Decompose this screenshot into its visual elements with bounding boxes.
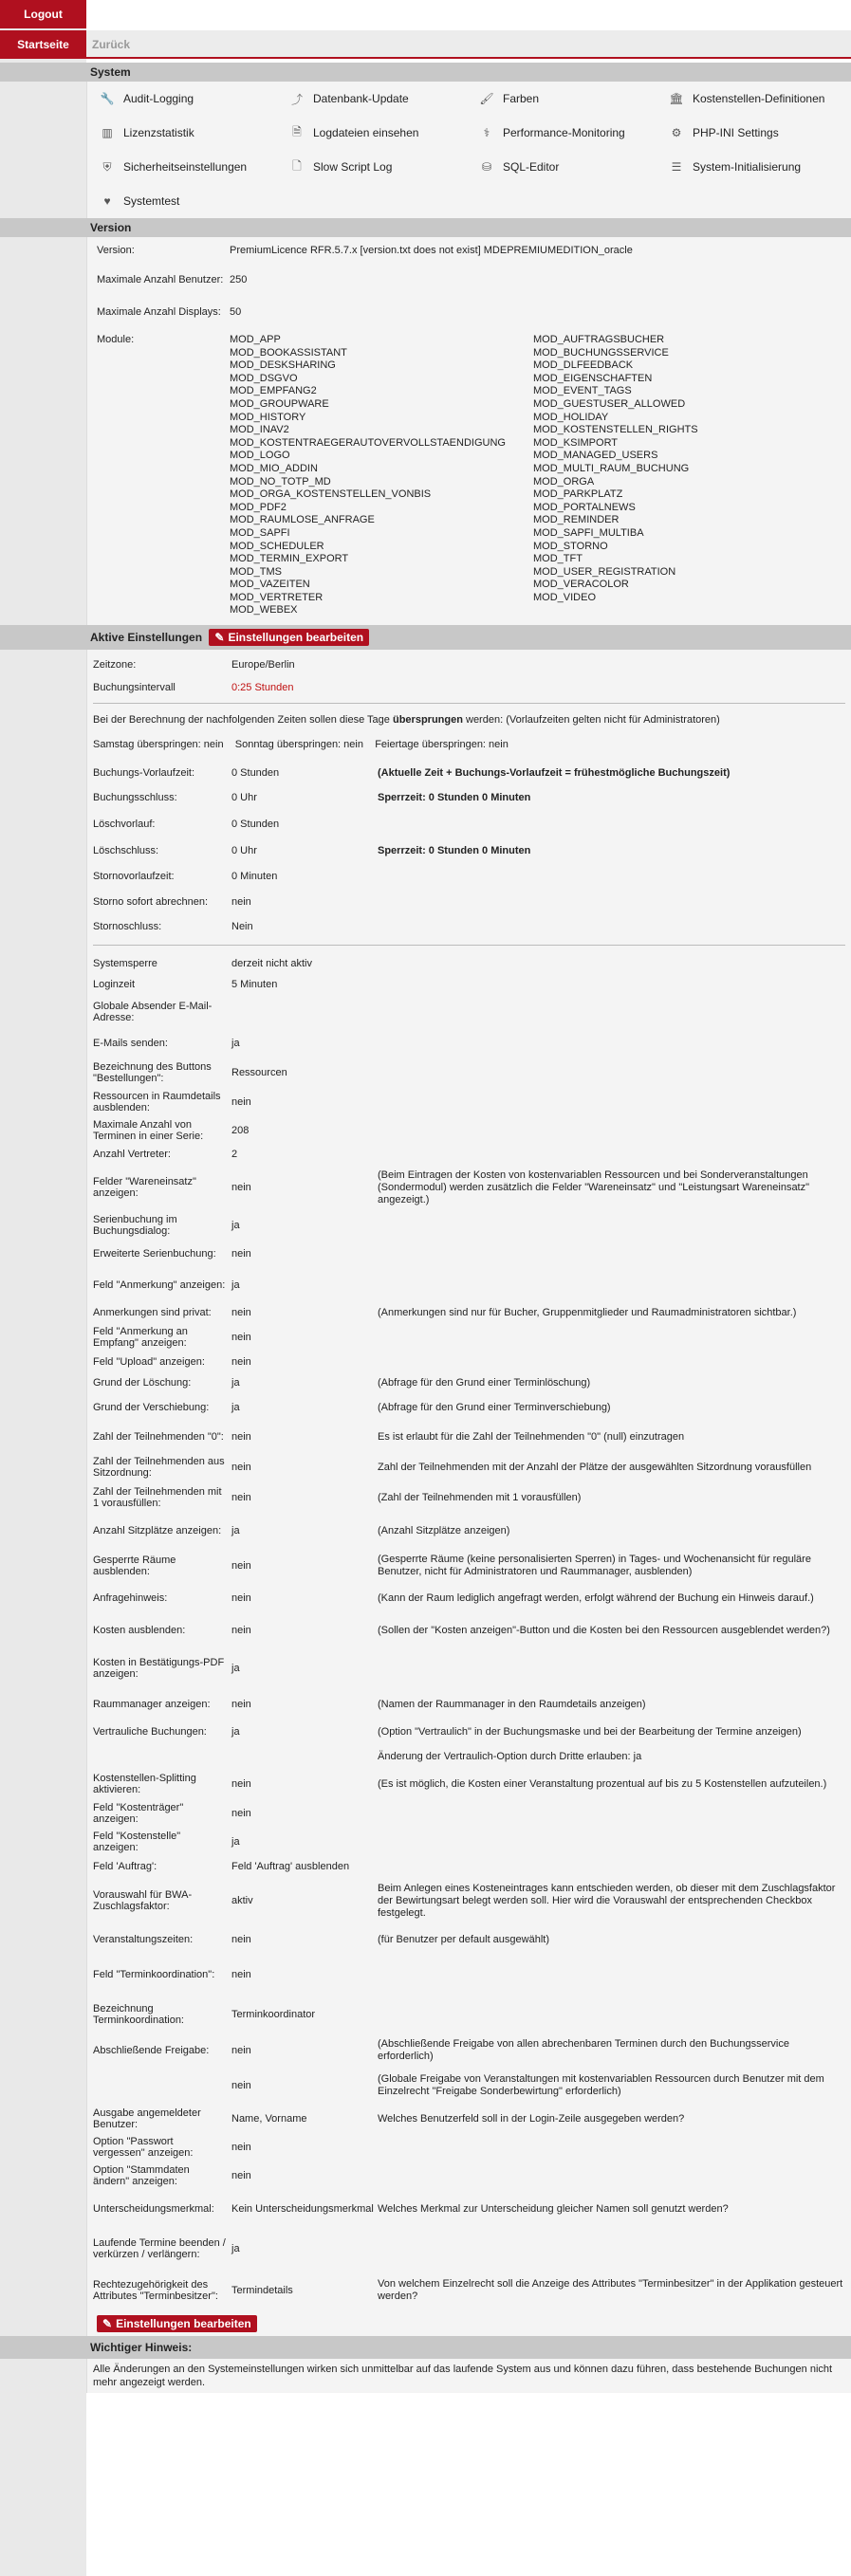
settings-row (93, 2067, 845, 2105)
system-link[interactable] (283, 150, 472, 184)
settings-row (93, 974, 845, 995)
back-link[interactable]: Zurück (92, 38, 131, 51)
module-item: MOD_RAUMLOSE_ANFRAGE (230, 514, 375, 526)
setting-value: Terminkoordinator (231, 2009, 316, 2021)
settings-row (93, 1689, 845, 1720)
setting-label: Buchungsschluss: (93, 792, 177, 804)
setting-note: Zahl der Teilnehmenden mit der Anzahl der Plätze der ausgewählten Sitzordnung vorausfüllen (378, 1461, 812, 1473)
max-displays-value: 50 (230, 306, 242, 318)
settings-row (93, 1828, 845, 1856)
settings-row (93, 2270, 845, 2311)
system-link-label: Farben (503, 92, 540, 105)
setting-value: nein (231, 1182, 251, 1194)
system-link-label: Slow Script Log (313, 160, 393, 174)
setting-note: Von welchem Einzelrecht soll die Anzeige des Attributes "Terminbesitzer" in der Applikation gesteuert werden? (378, 2278, 843, 2303)
setting-value: nein (231, 2045, 251, 2057)
general-settings-group (93, 953, 845, 2311)
setting-value: nein (231, 1625, 251, 1637)
module-item: MOD_EMPFANG2 (230, 385, 317, 397)
setting-note: (Aktuelle Zeit + Buchungs-Vorlaufzeit = frühestmögliche Buchungszeit) (378, 767, 731, 780)
divider (93, 945, 845, 946)
setting-label: Löschschluss: (93, 845, 159, 857)
interval-value: 0:25 Stunden (231, 682, 294, 694)
module-item: MOD_KOSTENTRAEGERAUTOVERVOLLSTAENDIGUNG (230, 436, 506, 449)
setting-value: nein (231, 1462, 251, 1474)
setting-label: Bezeichnung Terminkoordination: (93, 2003, 184, 2027)
setting-value: nein (231, 1356, 251, 1369)
settings-row (93, 1240, 845, 1268)
setting-value: Feld 'Auftrag' ausblenden (231, 1861, 350, 1873)
module-item: MOD_APP (230, 334, 281, 345)
setting-label: Rechtezugehörigkeit des Attributes "Terminbesitzer": (93, 2279, 218, 2303)
setting-value: 0 Minuten (231, 871, 278, 883)
setting-label: Ausgabe angemeldeter Benutzer: (93, 2107, 201, 2131)
module-item: MOD_MANAGED_USERS (533, 450, 658, 462)
module-item: MOD_PORTALNEWS (533, 501, 636, 513)
setting-note: (Beim Eintragen der Kosten von kostenvariablen Ressourcen und bei Sonderveranstaltungen (Sondermodul) werden zusätzlich die Felder "Wareneinsatz" und "Leistungsart Wareneinsatz" angezeigt.) (378, 1168, 810, 1205)
module-item: MOD_TFT (533, 553, 583, 565)
setting-note: (Abfrage für den Grund einer Terminlöschung) (378, 1376, 591, 1389)
module-item: MOD_HOLIDAY (533, 411, 609, 423)
heartbeat-icon: ♥ (103, 194, 111, 208)
setting-note: (Es ist möglich, die Kosten einer Veranstaltung prozentual auf bis zu 5 Kostenstellen aufzuteilen.) (378, 1777, 827, 1790)
setting-label: Ressourcen in Raumdetails ausblenden: (93, 1091, 221, 1114)
setting-label: Kostenstellen-Splitting aktivieren: (93, 1773, 196, 1796)
bar-chart-icon: ▥ (102, 126, 113, 139)
divider (93, 703, 845, 704)
setting-label: Feld "Kostenstelle" anzeigen: (93, 1831, 181, 1854)
setting-value: ja (231, 1038, 240, 1050)
settings-row (93, 995, 845, 1029)
setting-value: ja (231, 1525, 240, 1537)
setting-value: nein (231, 896, 251, 909)
settings-row (93, 838, 845, 863)
setting-label: Kosten in Bestätigungs-PDF anzeigen: (93, 1657, 225, 1681)
setting-value: 0 Stunden (231, 819, 280, 831)
module-item: MOD_SAPFI_MULTIBA (533, 526, 644, 539)
file-icon: 🗎 (292, 124, 302, 138)
setting-value: nein (231, 1934, 251, 1946)
settings-row (93, 1995, 845, 2034)
settings-row (93, 2162, 845, 2190)
setting-note: (Globale Freigabe von Veranstaltungen mit kostenvariablen Ressourcen durch Benutzer mit dem Einzelrecht "Freigabe Sonderbewirtung" erforderlich) (378, 2073, 824, 2098)
setting-value: Termindetails (231, 2285, 293, 2297)
setting-value: nein (231, 1808, 251, 1820)
system-link-label: Kostenstellen-Definitionen (693, 92, 825, 105)
setting-note: (für Benutzer per default ausgewählt) (378, 1933, 549, 1945)
setting-label: Feld "Anmerkung" anzeigen: (93, 1279, 226, 1292)
settings-row (93, 1029, 845, 1058)
setting-label: Abschließende Freigabe: (93, 2045, 210, 2057)
module-item: MOD_KOSTENSTELLEN_RIGHTS (533, 424, 698, 436)
settings-row (93, 1323, 845, 1352)
system-link[interactable] (472, 150, 662, 184)
module-item: MOD_PARKPLATZ (533, 488, 623, 501)
setting-label: Stornoschluss: (93, 921, 162, 933)
file-code-icon: 🗋 (292, 158, 302, 173)
settings-title: Aktive Einstellungen (90, 631, 203, 645)
settings-row (93, 1583, 845, 1613)
setting-label: Raummanager anzeigen: (93, 1699, 211, 1711)
setting-value: nein (231, 1431, 251, 1444)
database-icon: ⛁ (481, 160, 492, 174)
setting-label: Globale Absender E-Mail-Adresse: (93, 1001, 213, 1024)
setting-value: ja (231, 1663, 240, 1675)
setting-label: Zahl der Teilnehmenden "0": (93, 1431, 224, 1444)
settings-row (93, 1955, 845, 1995)
system-link-label: SQL-Editor (503, 160, 560, 174)
settings-row (93, 1744, 845, 1769)
settings-row (93, 1482, 845, 1513)
modules-label: Module: (97, 334, 135, 345)
setting-note: (Gesperrte Räume (keine personalisierten Sperren) in Tages- und Wochenansicht für reguläre Benutzer, nicht für Administratoren und Raummanager, ausblenden) (378, 1554, 811, 1578)
max-displays-label: Maximale Anzahl Displays: (97, 306, 221, 318)
settings-row (93, 1799, 845, 1828)
setting-note: (Abfrage für den Grund einer Terminverschiebung) (378, 1401, 611, 1413)
shield-icon: ⛨ (102, 159, 112, 174)
module-item: MOD_SAPFI (230, 526, 290, 539)
system-links (93, 82, 845, 218)
module-item: MOD_DSGVO (230, 372, 298, 384)
settings-row (93, 1877, 845, 1924)
setting-label: Felder "Wareneinsatz" anzeigen: (93, 1176, 196, 1200)
setting-label: Zahl der Teilnehmenden mit 1 vorausfüllen: (93, 1486, 222, 1510)
edit-settings-button-bottom[interactable]: ✎ Einstellungen bearbeiten (97, 2315, 257, 2332)
setting-label: Systemsperre (93, 958, 157, 970)
setting-value: aktiv (231, 1895, 253, 1907)
settings-row (93, 2105, 845, 2133)
system-link-label: System-Initialisierung (693, 160, 802, 174)
settings-row (93, 2228, 845, 2270)
setting-label: Erweiterte Serienbuchung: (93, 1248, 216, 1260)
settings-row (93, 953, 845, 974)
setting-note: Welches Merkmal zur Unterscheidung gleicher Namen soll genutzt werden? (378, 2202, 729, 2215)
setting-label: Option "Stammdaten ändern" anzeigen: (93, 2164, 190, 2188)
settings-row (93, 810, 845, 838)
setting-value: Kein Unterscheidungsmerkmal (231, 2203, 374, 2216)
module-item: MOD_KSIMPORT (533, 436, 619, 449)
module-item: MOD_EVENT_TAGS (533, 385, 632, 397)
settings-panel (86, 650, 851, 2336)
setting-note: (Anmerkungen sind nur für Bucher, Gruppenmitglieder und Raumadministratoren sichtbar.) (378, 1306, 797, 1318)
system-link-label: Lizenzstatistik (123, 126, 194, 139)
setting-note: (Zahl der Teilnehmenden mit 1 vorausfüllen) (378, 1491, 582, 1503)
settings-row (93, 2133, 845, 2162)
stethoscope-icon: ⚕ (483, 126, 490, 139)
setting-note: (Anzahl Sitzplätze anzeigen) (378, 1524, 510, 1536)
version-value: PremiumLicence RFR.5.7.x [version.txt does not exist] MDEPREMIUMEDITION_oracle (230, 245, 633, 256)
settings-row (93, 1513, 845, 1549)
module-item: MOD_STORNO (533, 540, 608, 552)
setting-label: Veranstaltungszeiten: (93, 1934, 194, 1946)
section-system-header: System (0, 63, 851, 82)
setting-label: Feld "Upload" anzeigen: (93, 1356, 205, 1369)
system-link-label: Datenbank-Update (313, 92, 409, 105)
setting-value: 0 Uhr (231, 845, 257, 857)
setting-value: 0 Uhr (231, 792, 257, 804)
interval-label: Buchungsintervall (93, 682, 176, 694)
setting-note: (Abschließende Freigabe von allen abrechenbaren Terminen durch den Buchungsservice erforderlich) (378, 2038, 789, 2063)
system-link[interactable] (93, 184, 283, 218)
module-item: MOD_GROUPWARE (230, 397, 329, 410)
setting-value: ja (231, 1220, 240, 1232)
settings-row (93, 1422, 845, 1452)
setting-label: Vertrauliche Buchungen: (93, 1726, 207, 1739)
system-link[interactable] (662, 116, 851, 150)
settings-row (93, 1302, 845, 1323)
settings-row (93, 1720, 845, 1744)
version-label: Version: (97, 245, 135, 256)
settings-row (93, 1856, 845, 1877)
setting-label: Serienbuchung im Buchungsdialog: (93, 1214, 177, 1238)
setting-value: ja (231, 1726, 240, 1739)
setting-value: Ressourcen (231, 1067, 287, 1079)
settings-row (93, 761, 845, 785)
settings-row (93, 1352, 845, 1372)
skip-days: Samstag überspringen: nein Sonntag überspringen: nein Feiertage überspringen: nein (93, 739, 509, 751)
module-item: MOD_PDF2 (230, 501, 287, 513)
section-version-header: Version (0, 218, 851, 237)
setting-value: ja (231, 1402, 240, 1414)
module-item: MOD_TMS (230, 565, 282, 578)
module-item: MOD_BOOKASSISTANT (230, 346, 347, 359)
module-item: MOD_INAV2 (230, 424, 289, 436)
system-link[interactable] (93, 150, 283, 184)
settings-row (93, 1393, 845, 1422)
module-item: MOD_GUESTUSER_ALLOWED (533, 397, 686, 410)
system-link[interactable] (472, 116, 662, 150)
module-item: MOD_VAZEITEN (230, 579, 310, 591)
system-link-label: Audit-Logging (123, 92, 194, 105)
system-link-label: PHP-INI Settings (693, 126, 779, 139)
setting-label: Feld "Terminkoordination": (93, 1969, 215, 1981)
setting-note: Welches Benutzerfeld soll in der Login-Zeile ausgegeben werden? (378, 2112, 685, 2125)
setting-label: Maximale Anzahl von Terminen in einer Serie: (93, 1119, 204, 1143)
setting-label: Storno sofort abrechnen: (93, 896, 209, 909)
wrench-icon: 🔧 (100, 92, 115, 105)
setting-label: E-Mails senden: (93, 1038, 168, 1050)
module-item: MOD_ORGA (533, 475, 595, 488)
sidebar (0, 0, 86, 2576)
setting-note: Sperrzeit: 0 Stunden 0 Minuten (378, 845, 531, 857)
settings-row (93, 914, 845, 939)
settings-row (93, 1647, 845, 1689)
module-item: MOD_LOGO (230, 450, 290, 462)
booking-times-group (93, 761, 845, 939)
module-item: MOD_VERACOLOR (533, 579, 629, 591)
settings-row (93, 1164, 845, 1211)
setting-value: nein (231, 2170, 251, 2182)
main-content (86, 63, 851, 2393)
setting-label: Grund der Löschung: (93, 1377, 192, 1389)
setting-value: nein (231, 1307, 251, 1319)
settings-row (93, 1116, 845, 1145)
module-item: MOD_ORGA_KOSTENSTELLEN_VONBIS (230, 488, 432, 501)
settings-row (93, 1549, 845, 1583)
system-link[interactable] (283, 82, 472, 116)
system-link-label: Performance-Monitoring (503, 126, 625, 139)
setting-value: nein (231, 1332, 251, 1344)
setting-label: Option "Passwort vergessen" anzeigen: (93, 2136, 194, 2160)
setting-value: 0 Stunden (231, 767, 280, 780)
settings-row (93, 1613, 845, 1647)
settings-row (93, 1145, 845, 1164)
setting-label: Zahl der Teilnehmenden aus Sitzordnung: (93, 1456, 225, 1480)
setting-value: Nein (231, 921, 253, 933)
module-item: MOD_WEBEX (230, 604, 298, 616)
section-settings-header (0, 625, 851, 650)
setting-value: ja (231, 1377, 240, 1389)
setting-value: nein (231, 1699, 251, 1711)
setting-label: Loginzeit (93, 979, 136, 991)
setting-label: Anmerkungen sind privat: (93, 1307, 212, 1319)
settings-row (93, 2190, 845, 2228)
settings-row (93, 2034, 845, 2067)
setting-value: nein (231, 1096, 251, 1109)
setting-value: nein (231, 1592, 251, 1605)
section-notice-header: Wichtiger Hinweis: (0, 2336, 851, 2359)
module-item: MOD_EIGENSCHAFTEN (533, 372, 653, 384)
module-item: MOD_AUFTRAGSBUCHER (533, 334, 665, 345)
module-item: MOD_BUCHUNGSSERVICE (533, 346, 669, 359)
setting-value: 2 (231, 1149, 238, 1161)
pencil-icon: ✎ (102, 2317, 113, 2331)
system-link[interactable] (662, 82, 851, 116)
gears-icon: ⚙ (671, 126, 682, 139)
module-item: MOD_SCHEDULER (230, 540, 324, 552)
setting-label: Feld "Anmerkung an Empfang" anzeigen: (93, 1326, 188, 1350)
setting-note: (Namen der Raummanager in den Raumdetails anzeigen) (378, 1698, 646, 1710)
module-item: MOD_MIO_ADDIN (230, 462, 318, 474)
logout-button[interactable]: Logout (0, 0, 86, 28)
module-item: MOD_VIDEO (533, 591, 597, 603)
setting-label: Stornovorlaufzeit: (93, 871, 175, 883)
module-item: MOD_REMINDER (533, 514, 620, 526)
brush-icon: 🖌 (479, 92, 494, 105)
upload-icon: ⤴ (290, 92, 303, 106)
notice-text: Alle Änderungen an den Systemeinstellungen wirken sich unmittelbar auf das laufende System aus und können dazu führen, dass bestehende Buchungen nicht mehr angezeigt werden. (93, 2364, 833, 2389)
system-link-label: Logdateien einsehen (313, 126, 419, 139)
module-item: MOD_HISTORY (230, 411, 306, 423)
system-link[interactable] (472, 82, 662, 116)
setting-note: (Kann der Raum lediglich angefragt werden, erfolgt während der Buchung ein Hinweis darauf.) (378, 1592, 814, 1604)
setting-note: (Option "Vertraulich" in der Buchungsmaske und bei der Bearbeitung der Termine anzeigen) (378, 1725, 802, 1738)
system-link-label: Systemtest (123, 194, 180, 208)
settings-row (93, 1058, 845, 1088)
setting-note: Sperrzeit: 0 Stunden 0 Minuten (378, 792, 531, 804)
setting-value: ja (231, 1836, 240, 1849)
setting-note: (Sollen der "Kosten anzeigen"-Button und die Kosten bei den Ressourcen ausgeblendet werden?) (378, 1624, 830, 1636)
setting-value: nein (231, 1492, 251, 1504)
settings-row (93, 1924, 845, 1955)
setting-value: 208 (231, 1125, 250, 1137)
setting-note: Beim Anlegen eines Kosteneintrages kann entschieden werden, ob dieser mit dem Zuschlagsfaktor der Bewirtungsart belegt werden soll. Hier wird die Vorauswahl der entsprechenden Checkbox festgelegt. (378, 1882, 836, 1919)
settings-row (93, 1769, 845, 1799)
module-item: MOD_USER_REGISTRATION (533, 565, 676, 578)
setting-label: Anzahl Sitzplätze anzeigen: (93, 1525, 222, 1537)
module-item: MOD_TERMIN_EXPORT (230, 553, 349, 565)
setting-value: Name, Vorname (231, 2113, 307, 2125)
timezone-value: Europe/Berlin (231, 659, 295, 672)
max-users-value: 250 (230, 274, 248, 285)
setting-value: nein (231, 1778, 251, 1791)
edit-settings-button[interactable]: ✎ Einstellungen bearbeiten (209, 629, 369, 646)
setting-label: Buchungs-Vorlaufzeit: (93, 767, 195, 780)
setting-value: nein (231, 1969, 251, 1981)
setting-note: Änderung der Vertraulich-Option durch Dritte erlauben: ja (378, 1750, 642, 1762)
list-icon: ☰ (671, 160, 682, 174)
setting-label: Löschvorlauf: (93, 819, 156, 831)
module-item: MOD_MULTI_RAUM_BUCHUNG (533, 462, 690, 474)
system-panel (86, 82, 851, 218)
topbar (86, 30, 851, 59)
settings-row (93, 1372, 845, 1393)
setting-label: Anfragehinweis: (93, 1592, 168, 1605)
modules-list (230, 334, 842, 617)
setting-value: nein (231, 1248, 251, 1260)
setting-label: Laufende Termine beenden / verkürzen / verlängern: (93, 2237, 226, 2261)
settings-row (93, 1452, 845, 1482)
home-button[interactable]: Startseite (0, 30, 86, 59)
setting-value: derzeit nicht aktiv (231, 958, 312, 970)
setting-label: Grund der Verschiebung: (93, 1402, 210, 1414)
settings-row (93, 1268, 845, 1302)
setting-label: Feld "Kostenträger" anzeigen: (93, 1802, 184, 1826)
settings-row (93, 1088, 845, 1116)
setting-value: nein (231, 1560, 251, 1573)
setting-label: Bezeichnung des Buttons "Bestellungen": (93, 1061, 212, 1085)
setting-value: ja (231, 1279, 240, 1292)
setting-label: Feld 'Auftrag': (93, 1861, 157, 1873)
setting-value: 5 Minuten (231, 979, 278, 991)
setting-label: Anzahl Vertreter: (93, 1149, 171, 1161)
settings-row (93, 890, 845, 914)
settings-row (93, 785, 845, 810)
bank-icon: 🏛 (669, 92, 684, 105)
settings-row (93, 1211, 845, 1240)
pencil-icon: ✎ (214, 631, 225, 645)
system-link-label: Sicherheitseinstellungen (123, 160, 248, 174)
system-link[interactable] (93, 82, 283, 116)
module-item: MOD_DLFEEDBACK (533, 359, 634, 372)
setting-label: Unterscheidungsmerkmal: (93, 2203, 214, 2216)
module-item: MOD_VERTRETER (230, 591, 324, 603)
notice-panel (86, 2359, 851, 2393)
setting-value: nein (231, 2080, 251, 2092)
setting-label: Kosten ausblenden: (93, 1625, 186, 1637)
setting-value: nein (231, 2142, 251, 2154)
system-link[interactable] (93, 116, 283, 150)
setting-note: Es ist erlaubt für die Zahl der Teilnehmenden "0" (null) einzutragen (378, 1430, 685, 1443)
module-item: MOD_NO_TOTP_MD (230, 475, 331, 488)
version-panel (86, 237, 851, 625)
setting-label: Gesperrte Räume ausblenden: (93, 1555, 176, 1578)
settings-row (93, 863, 845, 890)
setting-value: ja (231, 2243, 240, 2255)
module-item: MOD_DESKSHARING (230, 359, 336, 372)
system-link[interactable] (662, 150, 851, 184)
max-users-label: Maximale Anzahl Benutzer: (97, 274, 224, 285)
setting-label: Vorauswahl für BWA-Zuschlagsfaktor: (93, 1889, 193, 1913)
timezone-label: Zeitzone: (93, 659, 137, 672)
system-link[interactable] (283, 116, 472, 150)
skip-intro: Bei der Berechnung der nachfolgenden Zeiten sollen diese Tage übersprungen werden: (Vorlaufzeiten gelten nicht für Administratoren) (93, 714, 720, 727)
